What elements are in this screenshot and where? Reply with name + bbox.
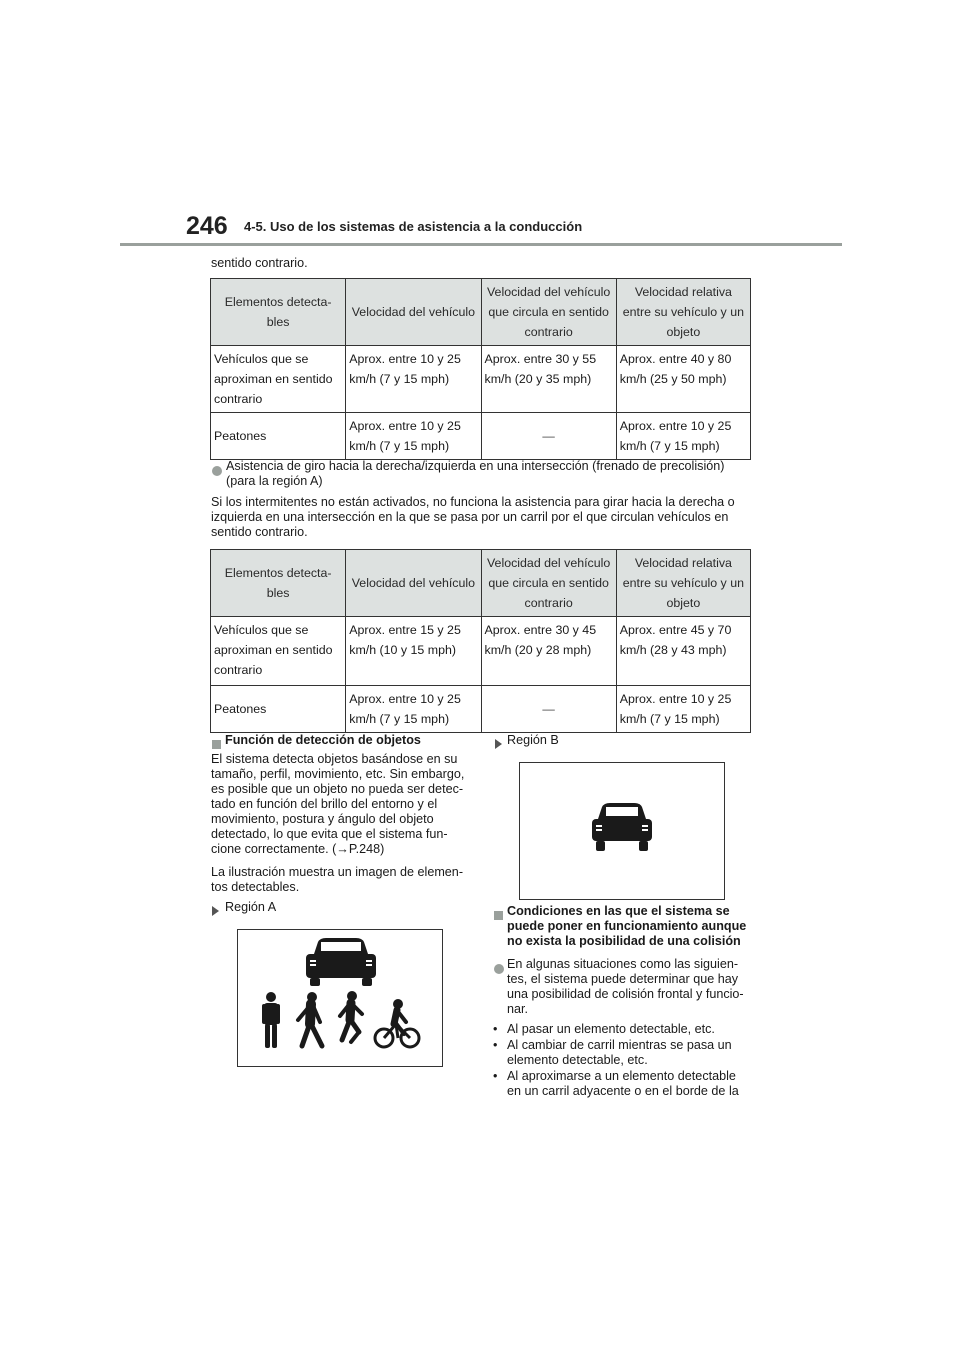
table-cell: Vehículos que se aproximan en sentido contrario	[211, 346, 346, 413]
condition-item: Al aproximarse a un elemento detectable en un carril adyacente o en el borde de la	[507, 1069, 739, 1098]
turn-assist-bullet: Asistencia de giro hacia la derecha/izquierda en una intersección (frenado de precolisión) (para la región A)	[226, 459, 725, 488]
table-cell: Aprox. entre 45 y 70 km/h (28 y 43 mph)	[616, 617, 750, 686]
table-row	[211, 346, 751, 413]
condition-item: Al cambiar de carril mientras se pasa un elemento detectable, etc.	[507, 1038, 732, 1067]
table-header-cell: Velocidad del vehículo	[346, 279, 481, 346]
condition-item: Al pasar un elemento detectable, etc.	[507, 1022, 715, 1036]
bullet-circle-icon	[212, 463, 222, 481]
conditions-heading: Condiciones en las que el sistema se puede poner en funcionamiento aunque no exista la posibilidad de una colisión	[507, 904, 747, 948]
table-cell: Aprox. entre 30 y 45 km/h (20 y 28 mph)	[481, 617, 616, 686]
bullet-circle-icon	[494, 961, 504, 979]
dot-icon: •	[493, 1069, 498, 1083]
table-row	[211, 413, 751, 460]
cyclist-icon	[375, 999, 419, 1047]
table-cell: Peatones	[211, 413, 346, 460]
table-header-row	[211, 550, 751, 617]
table-header-cell: Velocidad relativa entre su vehículo y un objeto	[616, 550, 750, 617]
car-icon	[306, 938, 376, 986]
pedestrian-standing-icon	[262, 992, 280, 1048]
table-header-cell: Velocidad del vehículo	[346, 550, 481, 617]
table-cell: Aprox. entre 10 y 25 km/h (7 y 15 mph)	[346, 413, 481, 460]
section-title: 4-5. Uso de los sistemas de asistencia a la conducción	[244, 219, 583, 234]
table-cell: —	[481, 686, 616, 733]
illustration-note: La ilustración muestra un imagen de elemen-tos detectables.	[211, 865, 464, 894]
table-cell: Aprox. entre 10 y 25 km/h (7 y 15 mph)	[346, 346, 481, 413]
table-cell: Aprox. entre 30 y 55 km/h (20 y 35 mph)	[481, 346, 616, 413]
table-cell: Aprox. entre 10 y 25 km/h (7 y 15 mph)	[616, 413, 750, 460]
table-header-cell: Velocidad del vehículo que circula en sentido contrario	[481, 279, 616, 346]
detection-heading: Función de detección de objetos	[225, 733, 421, 747]
table-row	[211, 686, 751, 733]
speed-table-1	[210, 278, 751, 460]
header-divider	[120, 243, 842, 246]
car-icon	[592, 803, 652, 851]
conditions-bullet: En algunas situaciones como las siguien-tes, el sistema puede determinar que hay una posibilidad de colisión frontal y funcio-nar.	[507, 957, 744, 1016]
region-b-figure	[519, 762, 725, 900]
table-header-cell: Velocidad relativa entre su vehículo y un objeto	[616, 279, 750, 346]
page-number: 246	[186, 212, 228, 240]
region-a-label: Región A	[225, 900, 277, 914]
table-cell: Aprox. entre 10 y 25 km/h (7 y 15 mph)	[616, 686, 750, 733]
table-cell: Peatones	[211, 686, 346, 733]
table-cell: Vehículos que se aproximan en sentido contrario	[211, 617, 346, 686]
table-row	[211, 617, 751, 686]
triangle-bullet-icon	[495, 736, 502, 754]
table-cell: Aprox. entre 15 y 25 km/h (10 y 15 mph)	[346, 617, 481, 686]
detection-body: El sistema detecta objetos basándose en su tamaño, perfil, movimiento, etc. Sin embargo, es posible que un objeto no pueda ser detec-tado en función del brillo del entorno y el movimiento, postura y ángulo del objeto detectado, lo que evita que el sistema fun-cione correctamente. (→P.248)	[211, 752, 465, 856]
table-header-row	[211, 279, 751, 346]
table-cell: Aprox. entre 40 y 80 km/h (25 y 50 mph)	[616, 346, 750, 413]
dot-icon: •	[493, 1022, 498, 1036]
pedestrian-running-icon	[340, 991, 362, 1042]
square-bullet-icon	[494, 907, 503, 925]
intro-fragment: sentido contrario.	[211, 256, 308, 270]
region-a-figure	[237, 929, 443, 1067]
table-header-cell: Elementos detecta-bles	[211, 550, 346, 617]
triangle-bullet-icon	[212, 903, 219, 921]
table-cell: Aprox. entre 10 y 25 km/h (7 y 15 mph)	[346, 686, 481, 733]
table-header-cell: Elementos detecta-bles	[211, 279, 346, 346]
table-cell: —	[481, 413, 616, 460]
speed-table-2	[210, 549, 751, 733]
pedestrian-walking-icon	[298, 992, 322, 1046]
table-header-cell: Velocidad del vehículo que circula en sentido contrario	[481, 550, 616, 617]
region-b-label: Región B	[507, 733, 559, 747]
turn-assist-paragraph: Si los intermitentes no están activados, no funciona la asistencia para girar hacia la derecha o izquierda en una intersección en la que se pasa por un carril por el que circulan vehículos en sentido contrario.	[211, 495, 735, 539]
dot-icon: •	[493, 1038, 498, 1052]
